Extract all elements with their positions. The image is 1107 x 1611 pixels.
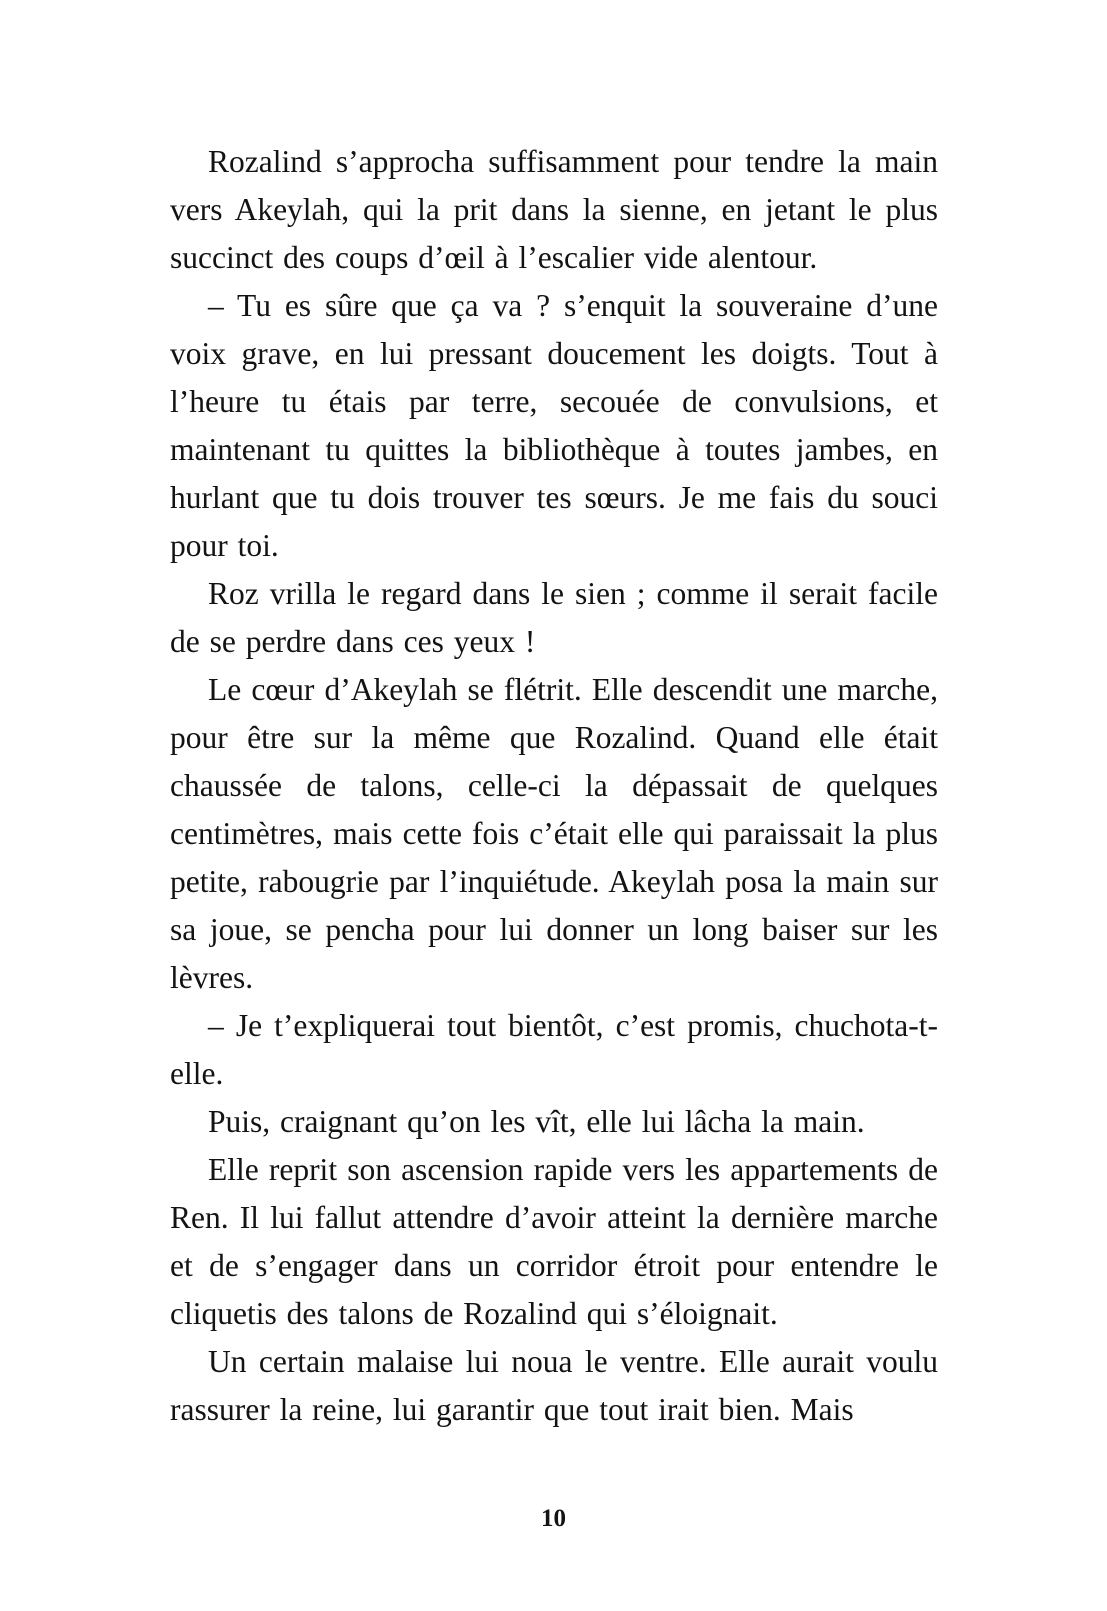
page-number: 10 bbox=[541, 1505, 566, 1532]
paragraph: Roz vrilla le regard dans le sien ; comme il serait facile de se perdre dans ces yeux ! bbox=[170, 576, 938, 659]
paragraph: Un certain malaise lui noua le ventre. Elle aurait voulu rassurer la reine, lui garantir que tout irait bien. Mais bbox=[170, 1344, 938, 1427]
paragraph: Rozalind s’approcha suffisamment pour tendre la main vers Akeylah, qui la prit dans la sienne, en jetant le plus succinct des coups d’œil à l’escalier vide alentour. bbox=[170, 144, 938, 275]
paragraph: Elle reprit son ascension rapide vers les appartements de Ren. Il lui fallut attendre d’avoir atteint la dernière marche et de s’engager dans un corridor étroit pour entendre le cliquetis des talons de Rozalind qui s’éloignait. bbox=[170, 1152, 938, 1331]
paragraph-dialogue: – Je t’expliquerai tout bientôt, c’est promis, chuchota-t-elle. bbox=[170, 1008, 938, 1091]
body-text bbox=[170, 138, 938, 1434]
paragraph: Puis, craignant qu’on les vît, elle lui lâcha la main. bbox=[208, 1104, 865, 1139]
paragraph: Le cœur d’Akeylah se flétrit. Elle descendit une marche, pour être sur la même que Rozalind. Quand elle était chaussée de talons, celle-ci la dépassait de quelques centimètres, mais cette fois c’était elle qui paraissait la plus petite, rabougrie par l’inquiétude. Akeylah posa la main sur sa joue, se pencha pour lui donner un long baiser sur les lèvres. bbox=[170, 672, 938, 995]
paragraph-dialogue: – Tu es sûre que ça va ? s’enquit la souveraine d’une voix grave, en lui pressant doucement les doigts. Tout à l’heure tu étais par terre, secouée de convulsions, et maintenant tu quittes la bibliothèque à toutes jambes, en hurlant que tu dois trouver tes sœurs. Je me fais du souci pour toi. bbox=[170, 288, 938, 563]
